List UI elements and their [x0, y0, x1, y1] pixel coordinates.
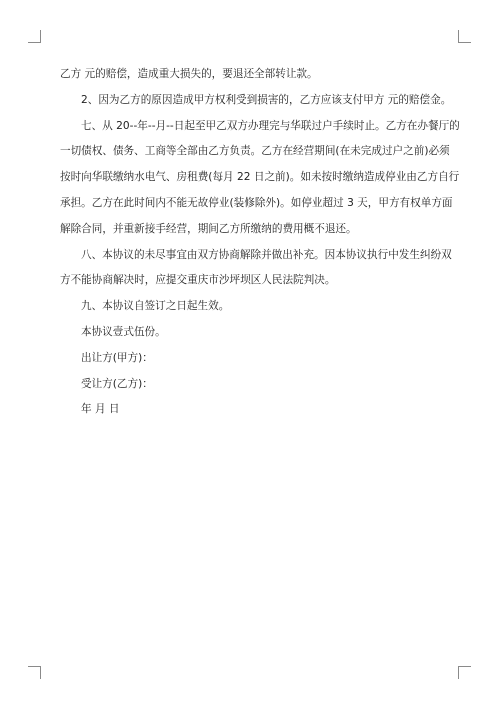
- paragraph-line: 七、从 20--年--月--日起至甲乙双方办理完与华联过户手续时止。乙方在办餐厅的: [81, 119, 460, 132]
- document-body: [60, 62, 460, 423]
- paragraph-line: 方不能协商解决时，应提交重庆市沙坪坝区人民法院判决。: [60, 274, 336, 287]
- paragraph-line: 解除合同，并重新接手经营，期间乙方所缴纳的费用概不退还。: [60, 222, 357, 235]
- paragraph-line: 乙方 元的赔偿，造成重大损失的，要退还全部转让款。: [60, 68, 318, 80]
- crop-mark-top-right: [458, 30, 471, 43]
- paragraph-line: 2、因为乙方的原因造成甲方权利受到损害的，乙方应该支付甲方 元的赔偿金。: [81, 93, 452, 106]
- crop-mark-bottom-left: [28, 666, 41, 679]
- paragraph-line: 承担。乙方在此时间内不能无故停业(装修除外)。如停业超过 3 天，甲方有权单方面: [60, 196, 453, 209]
- signature-line-transferee: 受让方(乙方)：: [81, 377, 153, 390]
- paragraph-line: 按时向华联缴纳水电气、房租费(每月 22 日之前)。如未按时缴纳造成停业由乙方自行: [60, 171, 460, 184]
- crop-mark-bottom-right: [458, 666, 471, 679]
- date-line: 年 月 日: [81, 403, 120, 416]
- paragraph-line: 八、本协议的未尽事宜由双方协商解除并做出补充。因本协议执行中发生纠纷双: [81, 248, 452, 261]
- paragraph-line: 一切债权、债务、工商等全部由乙方负责。乙方在经营期间(在未完成过户之前)必须: [60, 145, 450, 158]
- paragraph-line: 本协议壹式伍份。: [81, 325, 166, 338]
- signature-line-transferor: 出让方(甲方)：: [81, 351, 153, 364]
- paragraph-line: 九、本协议自签订之日起生效。: [81, 300, 230, 313]
- crop-mark-top-left: [28, 30, 41, 43]
